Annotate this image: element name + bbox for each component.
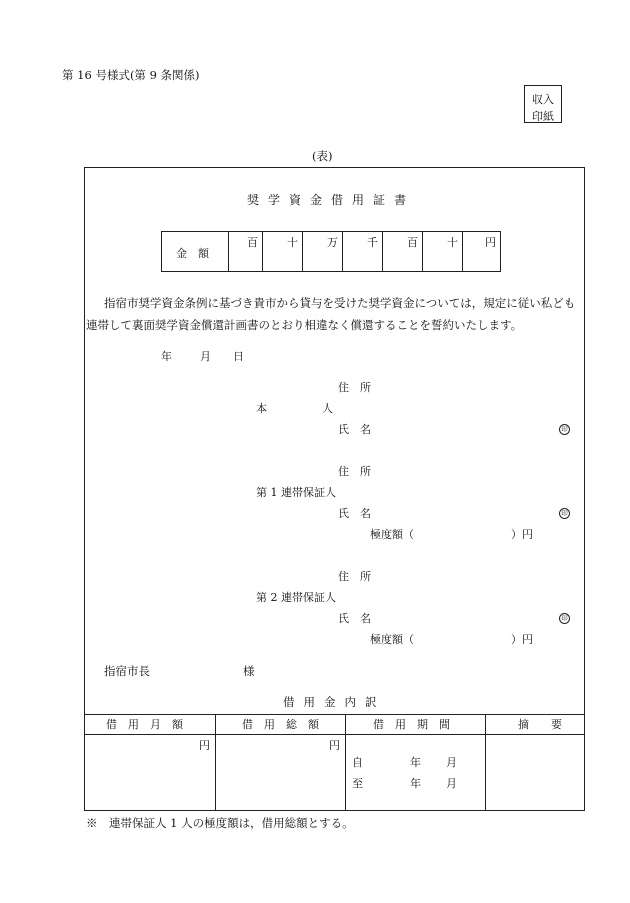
addressee-name: 指宿市長 [104,664,150,678]
date-day: 日 [233,350,244,363]
stamp-label-line2: 印紙 [532,110,554,123]
side-label: (表) [312,149,333,163]
principal-address-label: 住 所 [338,381,371,394]
stamp-label-line1: 収入 [532,93,554,106]
guarantor2-address-label: 住 所 [338,570,371,583]
breakdown-column-divider [215,714,216,811]
principal-role: 本 人 [256,402,333,415]
guarantor2-name-label: 氏 名 [338,612,371,625]
addressee-honorific: 様 [243,664,255,678]
period-from-label: 自 [352,756,363,769]
guarantor1-name-label: 氏 名 [338,507,371,520]
amount-unit-ten: 十 [447,236,458,249]
amount-divider [422,232,423,271]
amount-unit-hundred: 百 [407,236,418,249]
principal-seal-mark: 印 [559,424,570,435]
period-from-year: 年 [410,756,421,769]
date-year: 年 [161,350,172,363]
amount-divider [342,232,343,271]
amount-unit-ten-million: 十 [287,236,298,249]
amount-unit-thousand: 千 [367,236,378,249]
guarantor1-seal-mark: 印 [559,508,570,519]
breakdown-header-rule [84,734,585,735]
revenue-stamp-box [524,85,562,123]
breakdown-title: 借用金内訳 [283,695,386,709]
breakdown-column-divider [345,714,346,811]
document-title: 奨学資金借用証書 [247,193,416,207]
breakdown-header-monthly: 借 用 月 額 [106,718,183,731]
period-to-month: 月 [446,777,457,790]
form-number: 第 16 号様式(第 9 条関係) [62,68,200,82]
amount-divider [228,232,229,271]
amount-label: 金 額 [176,247,209,260]
guarantor1-limit-label: 極度額（ [370,528,414,541]
amount-box [161,231,501,272]
breakdown-header-period: 借 用 期 間 [373,718,450,731]
period-from-month: 月 [446,756,457,769]
breakdown-monthly-unit: 円 [199,739,210,752]
breakdown-header-remarks: 摘 要 [518,718,562,731]
breakdown-header-total: 借 用 総 額 [242,718,319,731]
footnote: ※ 連帯保証人 1 人の極度額は，借用総額とする。 [86,816,354,830]
guarantor1-role: 第 1 連帯保証人 [256,486,336,499]
date-month: 月 [200,350,211,363]
guarantor2-limit-suffix: ）円 [511,633,533,646]
pledge-line-2: 連帯して裏面奨学資金償還計画書のとおり相違なく償還することを誓約いたします。 [86,318,523,332]
amount-unit-hundred-million: 百 [247,236,258,249]
breakdown-total-unit: 円 [329,739,340,752]
breakdown-column-divider [485,714,486,811]
amount-divider [302,232,303,271]
period-to-year: 年 [410,777,421,790]
guarantor1-address-label: 住 所 [338,465,371,478]
guarantor2-seal-mark: 印 [559,613,570,624]
guarantor1-limit-suffix: ）円 [511,528,533,541]
principal-name-label: 氏 名 [338,423,371,436]
breakdown-top-rule [84,714,585,715]
amount-divider [462,232,463,271]
amount-unit-ten-thousand: 万 [327,236,338,249]
guarantor2-limit-label: 極度額（ [370,633,414,646]
amount-divider [382,232,383,271]
pledge-line-1: 指宿市奨学資金条例に基づき貴市から貸与を受けた奨学資金については，規定に従い私ども [104,296,576,310]
guarantor2-role: 第 2 連帯保証人 [256,591,336,604]
period-to-label: 至 [352,777,363,790]
amount-unit-yen: 円 [485,236,496,249]
amount-divider [262,232,263,271]
